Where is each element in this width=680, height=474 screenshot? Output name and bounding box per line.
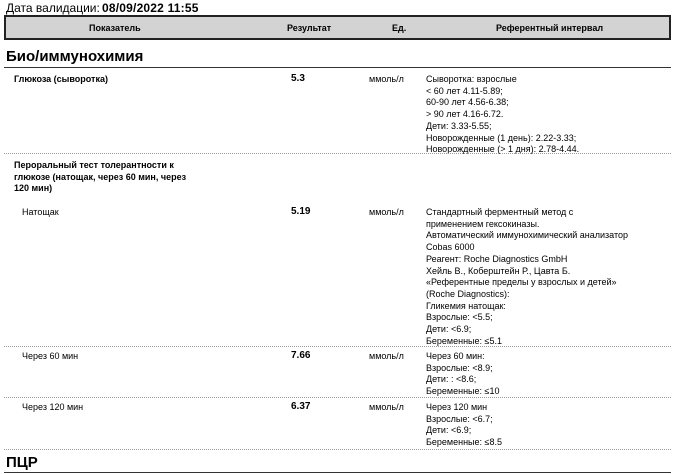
section-title-pcr: ПЦР [6,454,38,471]
row-name-glucose-serum: Глюкоза (сыворотка) [14,74,108,84]
group-title-line: Пероральный тест толерантности к [14,160,174,170]
row-name-120min: Через 120 мин [22,402,84,412]
reference-line: Беременные: ≤10 [426,386,500,397]
validation-date-value: 08/09/2022 11:55 [102,1,199,15]
reference-line: Через 120 мин [426,402,488,412]
row-unit-glucose-serum: ммоль/л [369,74,404,84]
group-title-ogtt [14,160,186,195]
row-unit-fasting: ммоль/л [369,207,404,217]
section-title-biochemistry: Био/иммунохимия [6,48,144,65]
reference-line: Новорожденные (> 1 дня): 2.78-4.44. [426,144,580,155]
header-reference: Референтный интервал [496,23,604,33]
row-result-fasting: 5.19 [291,206,311,217]
section-divider [4,67,671,68]
group-title-line: глюкозе (натощак, через 60 мин, через [14,171,187,182]
row-reference-glucose-serum [426,74,579,156]
reference-line: применением гексокиназы. [426,218,540,229]
row-reference-fasting [426,207,628,347]
header-unit: Ед. [392,23,407,33]
row-reference-60min [426,351,499,398]
validation-date-label: Дата валидации: [6,1,100,15]
reference-line: Беременные: ≤8.5 [426,437,502,448]
row-divider [4,449,671,450]
reference-line: > 90 лет 4.16-6.72. [426,109,504,120]
row-divider [4,153,671,154]
reference-line: Хейль В., Коберштейн Р., Цавта Б. [426,265,571,276]
reference-line: Дети: : <8.6; [426,374,477,385]
reference-line: Беременные: ≤5.1 [426,335,502,346]
reference-line: Cobas 6000 [426,242,475,253]
reference-line: Дети: 3.33-5.55; [426,120,492,131]
reference-line: Дети: <6.9; [426,324,472,335]
row-name-fasting: Натощак [22,207,59,217]
reference-line: (Roche Diagnostics): [426,288,510,299]
row-result-60min: 7.66 [291,350,311,361]
reference-line: Взрослые: <8.9; [426,362,493,373]
reference-line: Через 60 мин: [426,351,485,361]
reference-line: Гликемия натощак: [426,300,506,311]
reference-line: < 60 лет 4.11-5.89; [426,85,503,96]
row-divider [4,346,671,347]
group-title-line: 120 мин) [14,183,53,194]
reference-line: Новорожденные (1 день): 2.22-3.33; [426,132,577,143]
reference-line: Взрослые: <6.7; [426,413,493,424]
reference-line: Сыворотка: взрослые [426,74,517,84]
reference-line: Взрослые: <5.5; [426,312,493,323]
row-result-120min: 6.37 [291,401,311,412]
row-unit-120min: ммоль/л [369,402,404,412]
header-result: Результат [287,23,332,33]
header-indicator: Показатель [89,23,141,33]
row-name-60min: Через 60 мин [22,351,79,361]
reference-line: Реагент: Roche Diagnostics GmbH [426,253,568,264]
reference-line: Дети: <6.9; [426,425,472,436]
section-divider [4,472,671,473]
reference-line: Автоматический иммунохимический анализатор [426,230,628,241]
reference-line: 60-90 лет 4.56-6.38; [426,97,509,108]
reference-line: Стандартный ферментный метод с [426,207,574,217]
reference-line: «Референтные пределы у взрослых и детей» [426,277,617,288]
row-reference-120min [426,402,502,449]
row-divider [4,397,671,398]
table-header [4,15,671,40]
row-unit-60min: ммоль/л [369,351,404,361]
row-result-glucose-serum: 5.3 [291,73,305,84]
